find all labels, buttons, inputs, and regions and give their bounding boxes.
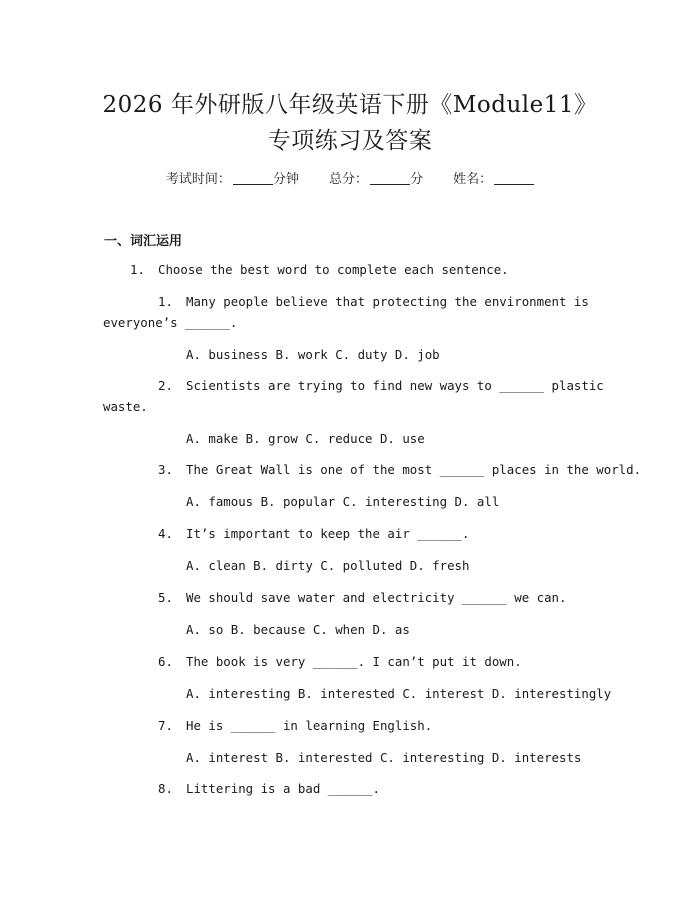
question-1-options: A. business B. work C. duty D. job — [186, 347, 440, 362]
exam-name-label: 姓名： — [453, 172, 493, 187]
question-2-continuation: waste. — [103, 399, 148, 414]
question-6 — [158, 654, 522, 670]
question-7-number: 7. — [158, 718, 173, 733]
question-5 — [158, 590, 566, 606]
question-4-number: 4. — [158, 526, 173, 541]
question-3 — [158, 462, 641, 478]
question-6-text: The book is very ______. I can’t put it down. — [186, 654, 522, 669]
exam-score-unit: 分 — [410, 172, 424, 187]
question-2-number: 2. — [158, 378, 173, 393]
question-3-text: The Great Wall is one of the most ______ places in the world. — [186, 462, 642, 477]
question-5-options: A. so B. because C. when D. as — [186, 622, 410, 637]
section-instruction — [130, 262, 509, 278]
exam-score-label: 总分： — [328, 172, 368, 187]
question-2 — [158, 378, 604, 394]
question-2-options: A. make B. grow C. reduce D. use — [186, 431, 425, 446]
exam-score-blank — [370, 172, 410, 185]
question-8-text: Littering is a bad ______. — [186, 781, 380, 796]
exam-time-blank — [233, 172, 273, 185]
question-4 — [158, 526, 469, 542]
question-3-options: A. famous B. popular C. interesting D. all — [186, 494, 500, 509]
document-title-line-1: 2026 年外研版八年级英语下册《Module11》 — [102, 92, 598, 118]
question-6-options: A. interesting B. interested C. interest D. interestingly — [186, 686, 612, 701]
instruction-text: Choose the best word to complete each sentence. — [158, 262, 509, 277]
question-5-text: We should save water and electricity ______ we can. — [186, 590, 567, 605]
exam-meta — [0, 168, 700, 187]
question-1-text: Many people believe that protecting the environment is — [186, 294, 589, 309]
section-heading: 一、词汇运用 — [104, 234, 183, 249]
question-1-continuation: everyone’s ______. — [103, 315, 238, 330]
exam-time-label: 考试时间： — [165, 172, 231, 187]
exam-time — [166, 168, 299, 187]
question-4-text: It’s important to keep the air ______. — [186, 526, 470, 541]
question-4-options: A. clean B. dirty C. polluted D. fresh — [186, 558, 470, 573]
question-6-number: 6. — [158, 654, 173, 669]
question-2-text: Scientists are trying to find new ways to ______ plastic — [186, 378, 604, 393]
question-7 — [158, 718, 432, 734]
question-5-number: 5. — [158, 590, 173, 605]
exam-time-unit: 分钟 — [272, 172, 299, 187]
exam-score — [329, 168, 423, 187]
document-title-line-2: 专项练习及答案 — [267, 128, 433, 154]
question-8 — [158, 781, 380, 797]
question-7-options: A. interest B. interested C. interesting D. interests — [186, 750, 582, 765]
instruction-number: 1. — [130, 262, 145, 277]
question-3-number: 3. — [158, 462, 173, 477]
exam-name — [453, 168, 534, 187]
exam-name-blank — [494, 172, 534, 185]
question-7-text: He is ______ in learning English. — [186, 718, 433, 733]
question-8-number: 8. — [158, 781, 173, 796]
question-1-number: 1. — [158, 294, 173, 309]
question-1 — [158, 294, 589, 310]
